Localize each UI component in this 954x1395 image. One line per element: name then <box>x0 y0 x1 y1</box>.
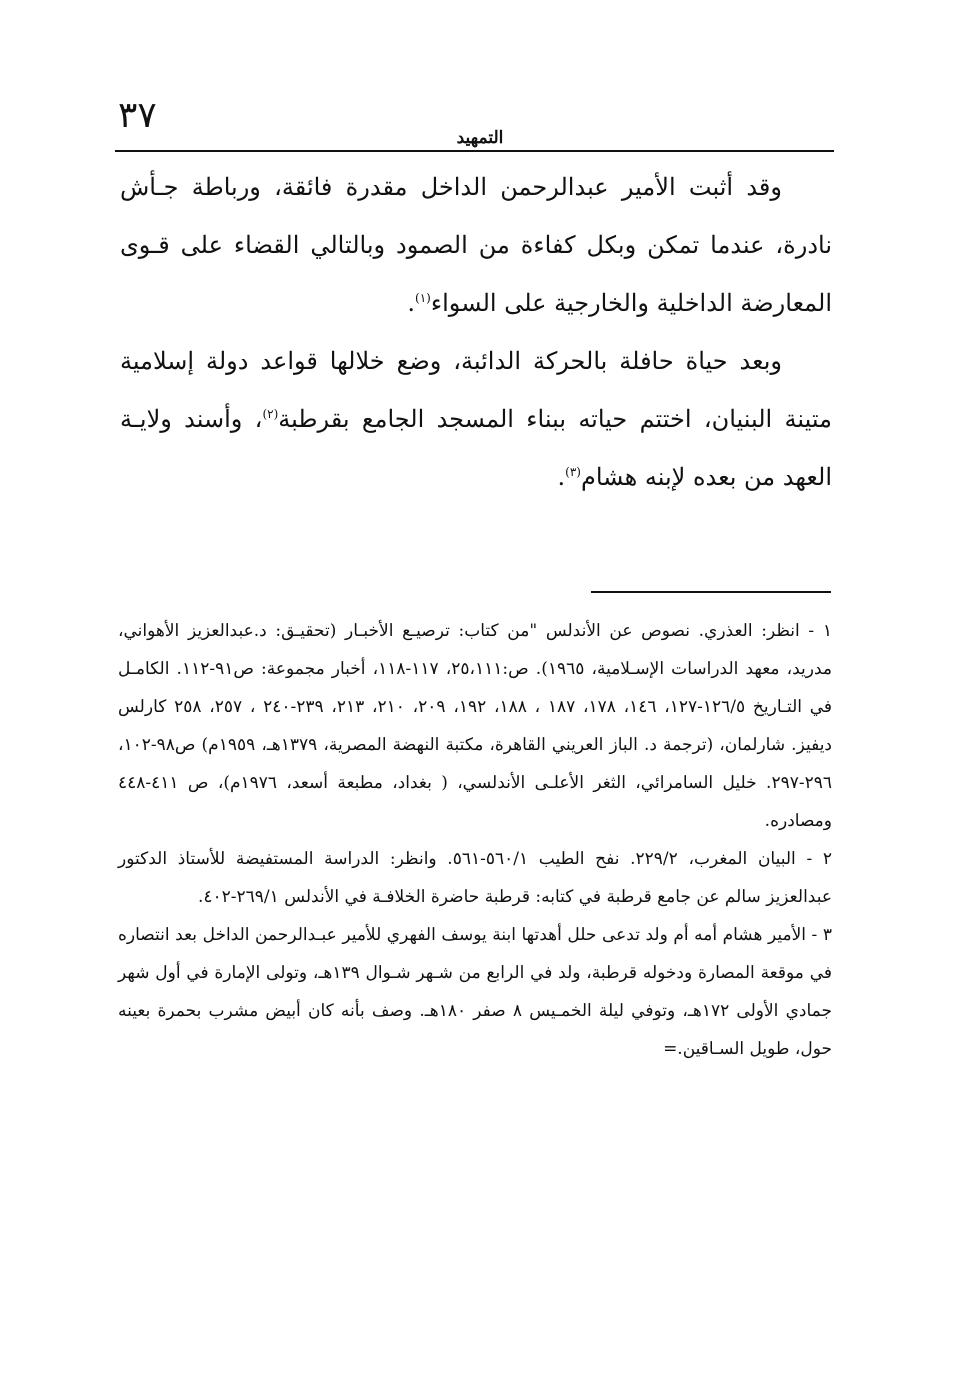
paragraph-2-text-a: وبعد حياة حافلة بالحركة الدائبة، وضع خلالها قواعد دولة إسلامية متينة البنيان، اختتم حياته ببناء المسجد الجامع بقرطبة <box>120 347 832 433</box>
footnote-1: ١ - انظر: العذري. نصوص عن الأندلس "من كتاب: ترصيـع الأخبـار (تحقيـق: د.عبدالعزيز الأهواني، مدريد، معهد الدراسات الإسـلامية، ١٩٦٥). ص:٢٥،١١١، ١١٧-١١٨، أخبار مجموعة: ص٩١-١١٢. الكامـل في التـاريخ ١٢٦/٥-١٢٧، ١٤٦، ١٧٨، ١٨٧ ، ١٨٨، ١٩٢، ٢٠٩، ٢١٠، ٢١٣، ٢٣٩-٢٤٠ ، ٢٥٧، ٢٥٨ كارلس ديفيز. شارلمان، (ترجمة د. الباز العريني القاهرة، مكتبة النهضة المصرية، ١٣٧٩هـ، ١٩٥٩م) ص٩٨-١٠٢، ٢٩٦-٢٩٧. خليل السامرائي، الثغر الأعلـى الأندلسي، ( بغداد، مطبعة أسعد، ١٩٧٦م)، ص ٤١١-٤٤٨ ومصادره. <box>118 621 833 831</box>
footnotes <box>118 612 832 1068</box>
paragraph-1-end: . <box>407 289 416 317</box>
footnote-2: ٢ - البيان المغرب، ٢٢٩/٢. نفح الطيب ٥٦٠/١-٥٦١. وانظر: الدراسة المستفيضة للأستاذ الدكتور عبدالعزيز سالم عن جامع قرطبة في كتابه: قرطبة حاضرة الخلافـة في الأندلس ٢٦٩/١-٤٠٢. <box>118 849 832 907</box>
page-number: ٣٧ <box>118 95 157 136</box>
footnote-rule <box>591 591 831 593</box>
paragraph-1 <box>120 158 832 332</box>
footnote-ref-2: (٢) <box>262 407 279 421</box>
paragraph-2-text-b: ، وأسند ولايـة العهد من بعده لإبنه هشام <box>120 405 832 491</box>
paragraph-1-text: وقد أثبت الأمير عبدالرحمن الداخل مقدرة فائقة، ورباطة جـأش نادرة، عندما تمكن وبكل كفاءة من الصمود وبالتالي القضاء على قـوى المعارضة الداخلية والخارجية على السواء <box>120 173 832 317</box>
running-title: التمهيد <box>456 128 504 148</box>
paragraph-2 <box>120 332 832 506</box>
main-text <box>120 158 832 506</box>
footnote-3: ٣ - الأمير هشام أمه أم ولد تدعى حلل أهدتها ابنة يوسف الفهري للأمير عبـدالرحمن الداخل بعد انتصاره في موقعة المصارة ودخوله قرطبة، ولد في الرابع من شـهر شـوال ١٣٩هـ، وتولى الإمارة في أول شهر جمادي الأولى ١٧٢هـ، وتوفي ليلة الخمـيس ٨ صفر ١٨٠هـ. وصف بأنه كان أبيض مشرب بحمرة بعينه حول، طويل السـاقين.= <box>118 925 832 1059</box>
paragraph-2-end: . <box>557 463 566 491</box>
footnote-ref-3: (٣) <box>565 465 581 479</box>
footnote-ref-1: (١) <box>415 291 431 305</box>
header-rule <box>115 150 834 152</box>
